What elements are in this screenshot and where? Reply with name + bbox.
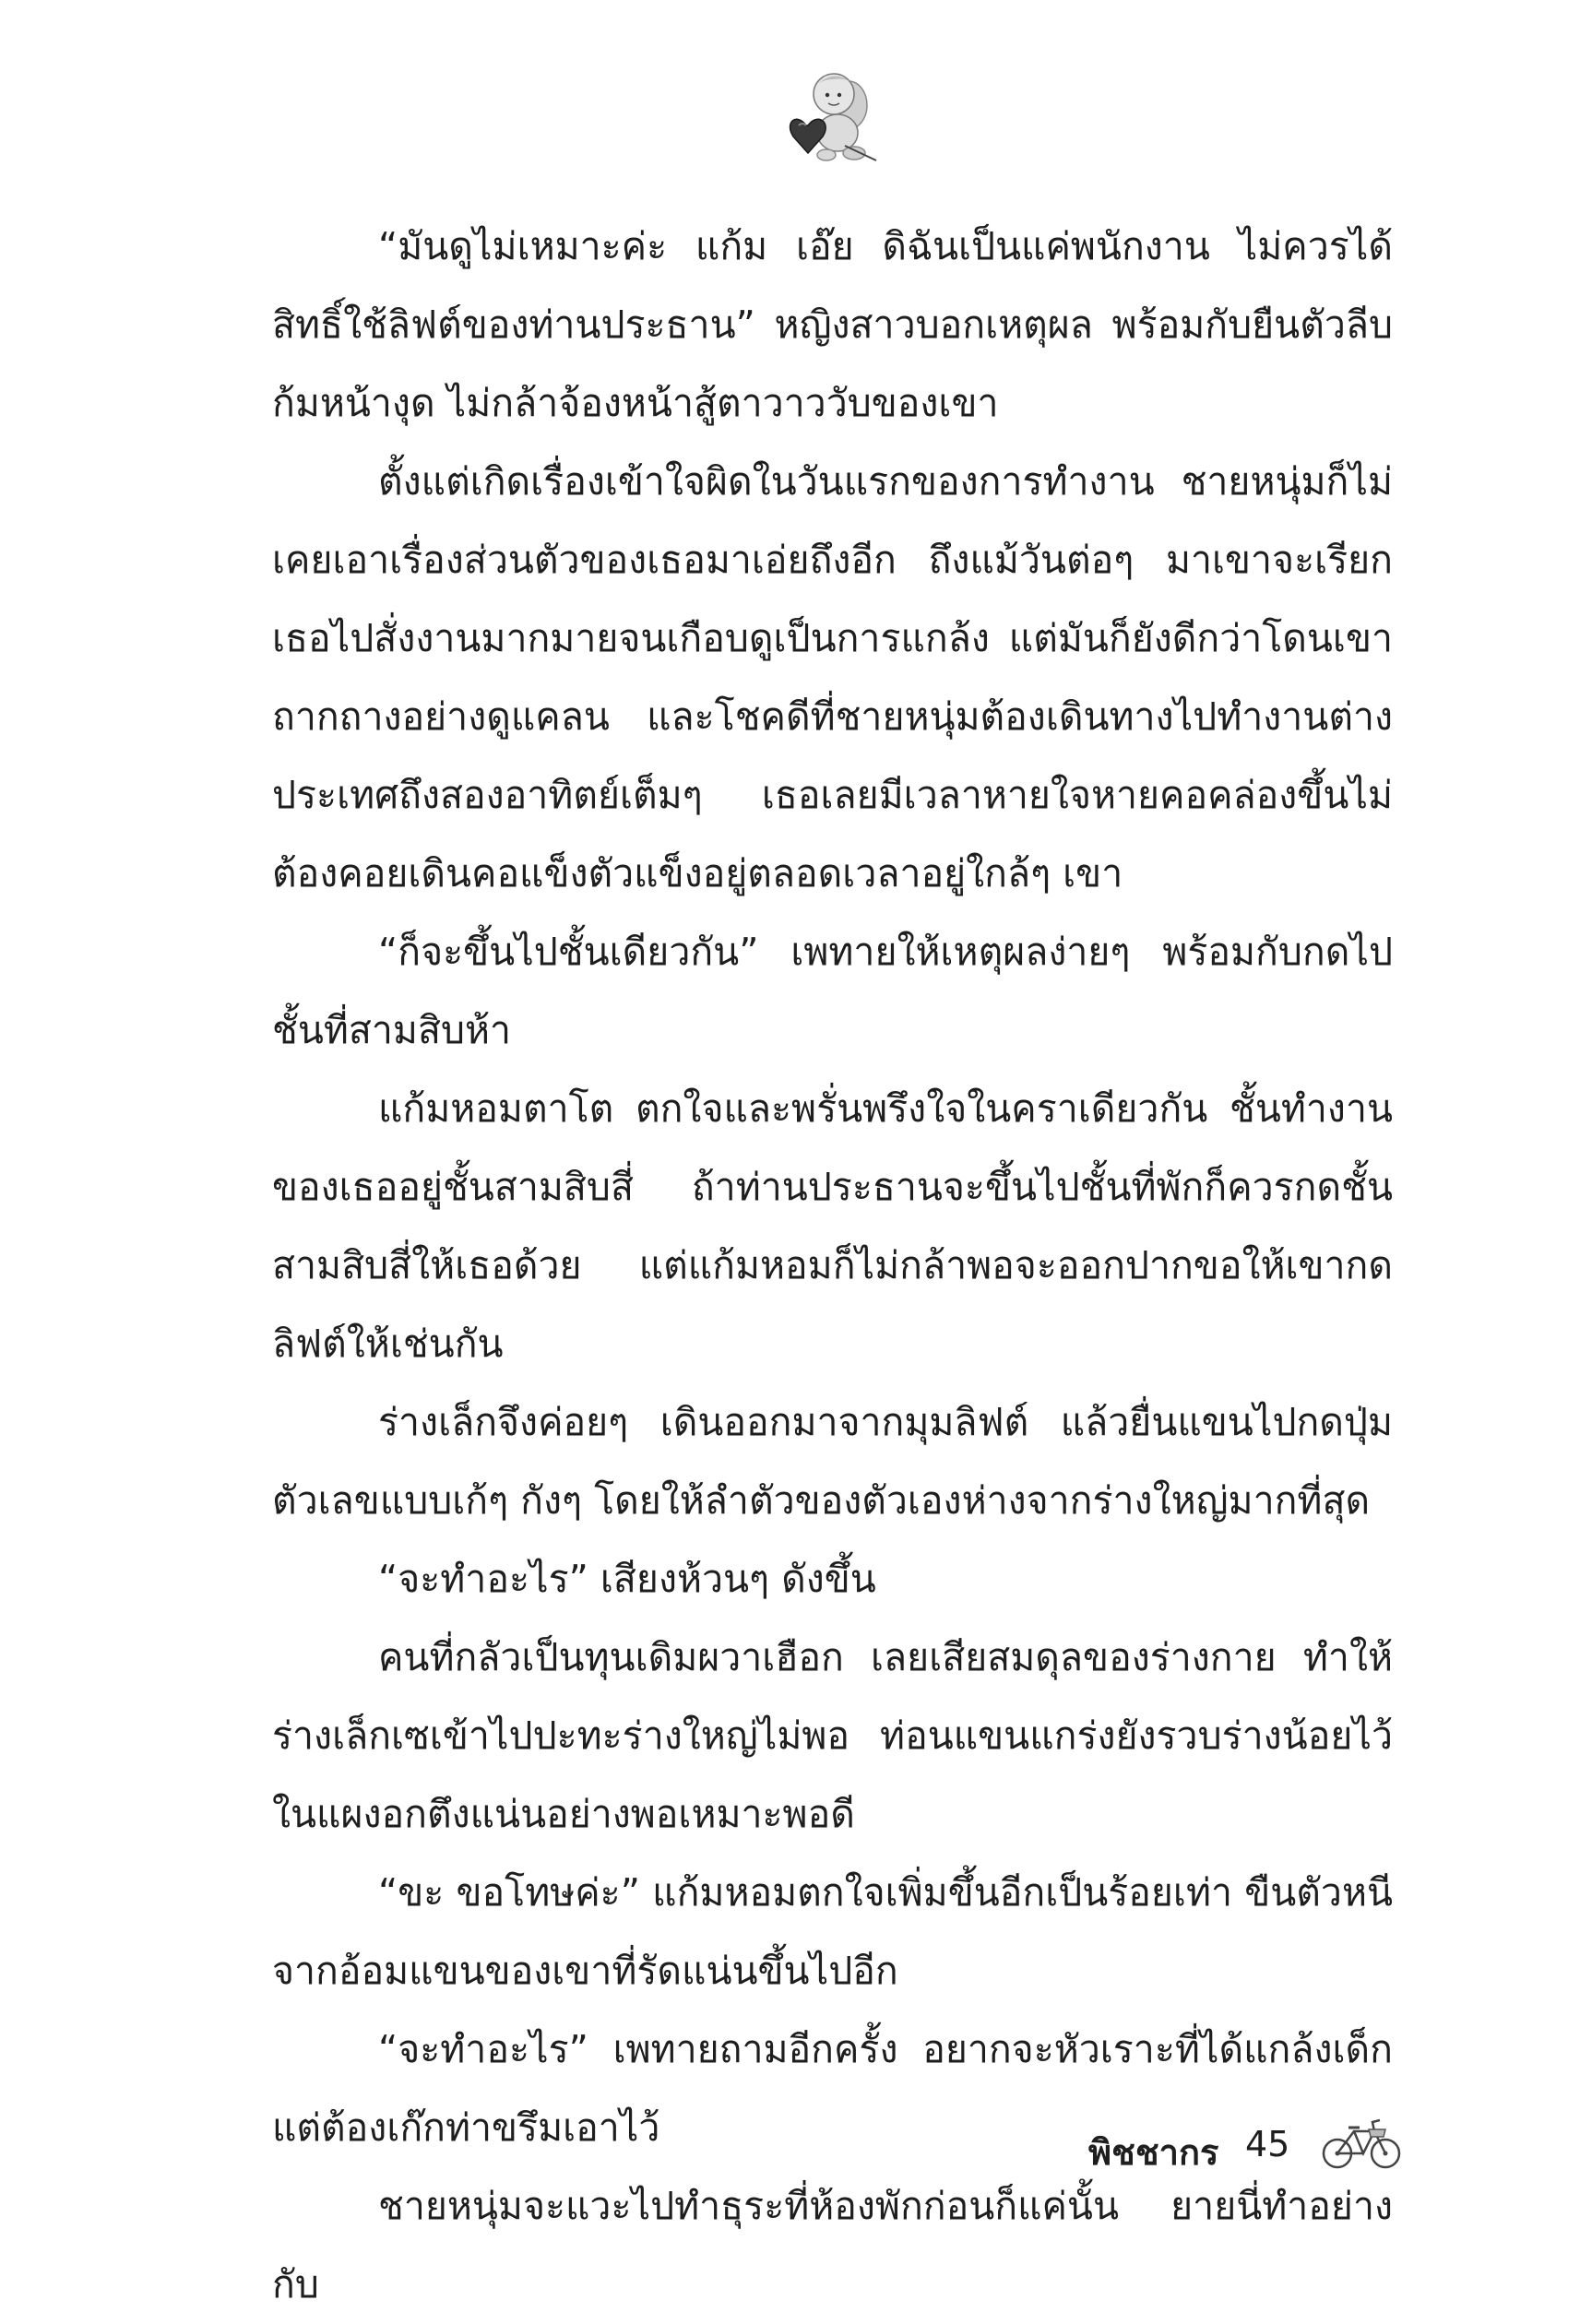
bicycle-icon — [1321, 2115, 1402, 2172]
paragraph: แก้มหอมตาโต ตกใจและพรั่นพรึงใจในคราเดียวกัน ชั้นทำงานของเธออยู่ชั้นสามสิบสี่ ถ้าท่านประธานจะขึ้นไปชั้นที่พักก็ควรกดชั้นสามสิบสี่ให้เธอด้วย แต่แก้มหอมก็ไม่กล้าพอจะออกปากขอให้เขากดลิฟต์ให้เช่นกัน — [272, 1086, 1393, 1366]
paragraph: “มันดูไม่เหมาะค่ะ แก้ม เอ๊ย ดิฉันเป็นแค่พนักงาน ไม่ควรได้สิทธิ์ใช้ลิฟต์ของท่านประธาน” หญิงสาวบอกเหตุผล พร้อมกับยืนตัวลีบก้มหน้างุด ไม่กล้าจ้องหน้าสู้ตาวาววับของเขา — [272, 224, 1393, 425]
author-name: พิชชากร — [1088, 2132, 1219, 2173]
paragraph: ตั้งแต่เกิดเรื่องเข้าใจผิดในวันแรกของการทำงาน ชายหนุ่มก็ไม่เคยเอาเรื่องส่วนตัวของเธอมาเอ่ยถึงอีก ถึงแม้วันต่อๆ มาเขาจะเรียกเธอไปสั่งงานมากมายจนเกือบดูเป็นการแกล้ง แต่มันก็ยังดีกว่าโดนเขาถากถางอย่างดูแคลน และโชคดีที่ชายหนุ่มต้องเดินทางไปทำงานต่างประเทศถึงสองอาทิตย์เต็มๆ เธอเลยมีเวลาหายใจหายคอคล่องขึ้นไม่ต้องคอยเดินคอแข็งตัวแข็งอยู่ตลอดเวลาอยู่ใกล้ๆ เขา — [272, 459, 1393, 895]
paragraph: “จะทำอะไร” เสียงห้วนๆ ดังขึ้น — [378, 1557, 876, 1601]
page-body — [272, 208, 1393, 2324]
cupid-heart-icon — [780, 65, 882, 166]
paragraph: ชายหนุ่มจะแวะไปทำธุระที่ห้องพักก่อนก็แค่นั้น ยายนี่ทำอย่างกับ — [272, 2184, 1393, 2306]
paragraph: “จะทำอะไร” เพทายถามอีกครั้ง อยากจะหัวเราะที่ได้แกล้งเด็กแต่ต้องเก๊กท่าขรึมเอาไว้ — [272, 2027, 1393, 2150]
paragraph: คนที่กลัวเป็นทุนเดิมผวาเฮือก เลยเสียสมดุลของร่างกาย ทำให้ร่างเล็กเซเข้าไปปะทะร่างใหญ่ไม่พอ ท่อนแขนแกร่งยังรวบร่างน้อยไว้ในแผงอกตึงแน่นอย่างพอเหมาะพอดี — [272, 1635, 1393, 1836]
page-number: 45 — [1245, 2124, 1290, 2164]
paragraph: “ก็จะขึ้นไปชั้นเดียวกัน” เพทายให้เหตุผลง่ายๆ พร้อมกับกดไปชั้นที่สามสิบห้า — [272, 930, 1393, 1052]
paragraph: “ขะ ขอโทษค่ะ” แก้มหอมตกใจเพิ่มขึ้นอีกเป็นร้อยเท่า ขืนตัวหนีจากอ้อมแขนของเขาที่รัดแน่นขึ้นไปอีก — [272, 1870, 1393, 1993]
paragraph: ร่างเล็กจึงค่อยๆ เดินออกมาจากมุมลิฟต์ แล้วยื่นแขนไปกดปุ่มตัวเลขแบบเก้ๆ กังๆ โดยให้ลำตัวของตัวเองห่างจากร่างใหญ่มากที่สุด — [272, 1400, 1393, 1523]
page-footer — [1079, 2107, 1411, 2181]
